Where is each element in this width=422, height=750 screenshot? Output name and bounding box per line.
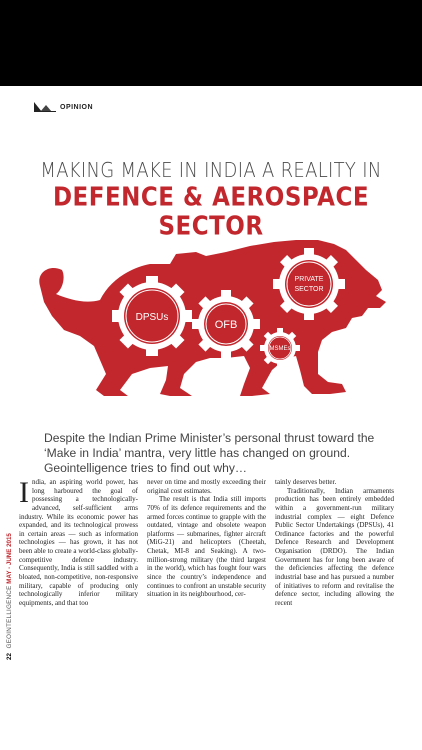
lion-illustration <box>0 224 422 434</box>
section-marker-icon <box>34 102 56 112</box>
section-tag <box>34 102 93 112</box>
page-number: 22 <box>6 653 13 660</box>
paragraph-1-continued: never on time and mostly exceeding their original cost estimates. <box>147 478 266 495</box>
headline-line-1: MAKING MAKE IN INDIA A REALITY IN <box>40 158 382 183</box>
article-column-1 <box>19 478 138 746</box>
paragraph-2-continued: tainly deserves better. <box>275 478 337 486</box>
article-deck: Despite the Indian Prime Minister’s personal thrust toward the ‘Make in India’ mantra, very little has changed on ground. Geointelligence tries to find out why… <box>44 431 375 476</box>
gear-label-private-1: PRIVATE <box>294 276 324 283</box>
gear-private-sector-icon <box>273 248 345 320</box>
drop-cap: I <box>19 476 29 509</box>
gear-label-private-2: SECTOR <box>294 286 324 293</box>
page-folio <box>6 533 13 660</box>
gear-label-dpsus: DPSUs <box>135 312 169 323</box>
article-column-3 <box>275 478 394 746</box>
make-in-india-lion-graphic <box>0 224 422 434</box>
paragraph-3: Traditionally, Indian armaments production has been entirely embedded within a government-run military industrial complex — eight Defence Public Sector Undertakings (DPSUs), 41 Ordinance factories and the powerful Defence Research and Development Organisation (DRDO). The Indian Government has for long been aware of the deficiencies affecting the defence industrial base and has pursued a number of initiatives to reform and revitalise the defence sector, including allowing the recent <box>275 486 394 607</box>
section-label: OPINION <box>60 103 94 111</box>
article-column-2 <box>147 478 266 746</box>
gear-label-ofb: OFB <box>214 319 238 331</box>
article-body <box>19 478 413 746</box>
gear-label-msmes: MSMEs <box>269 346 291 352</box>
paragraph-1: ndia, an aspiring world power, has long harboured the goal of possessing a technologically-advanced, self-sufficient arms industry. While its economic power has expanded, and its technological prowess in certain areas — such as information technologies — has grown, it has not been able to create a world-class globally-competitive defence industry. Consequently, India is still saddled with a bloated, non-competitive, non-responsive military, capable of producing only technologically inferior military equipments, and that too <box>19 478 138 607</box>
paragraph-2: The result is that India still imports 70% of its defence requirements and the armed forces continue to grapple with the outdated, vintage and obsolete weapon platforms — submarines, fighter aircraft (MiG-21) and helicopters (Cheetah, Chetak, MI-8 and Seaking). A two-million-strong military (the third largest in the world), which has fought four wars since the country’s independence and continues to confront an unstable security situation in its neighbourhood, cer- <box>147 495 266 599</box>
magazine-name: GEOINTELLIGENCE <box>6 585 13 649</box>
magazine-page <box>0 86 422 750</box>
headline-line-2: DEFENCE & AEROSPACE SECTOR <box>52 182 370 242</box>
issue-date: MAY - JUNE 2015 <box>6 533 13 584</box>
